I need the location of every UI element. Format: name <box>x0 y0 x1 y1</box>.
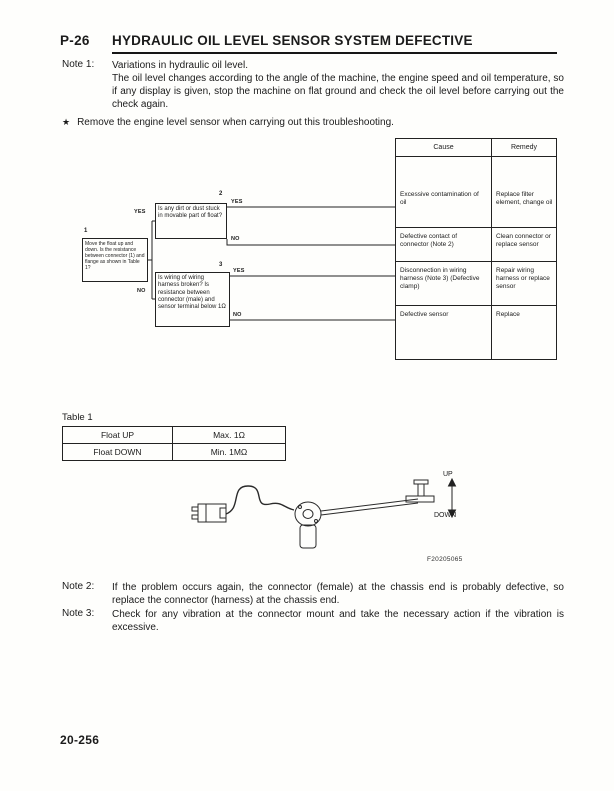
sensor-body-icon <box>295 502 321 548</box>
yes-label-box1: YES <box>134 209 146 215</box>
flow-box-3: Is wiring of wiring harness broken? Is resistance between connector (male) and sensor terminal below 1Ω <box>155 272 230 327</box>
flow-box-1: Move the float up and down. Is the resistance between connector (1) and flange as shown in Table 1? <box>82 238 148 282</box>
cause-column-header: Cause <box>396 139 491 157</box>
table1-value-float-up: Max. 1Ω <box>173 427 286 444</box>
remedy-cell-4: Replace <box>496 311 520 318</box>
no-label-box2: NO <box>231 236 240 242</box>
table1-caption: Table 1 <box>62 412 93 423</box>
row-divider <box>396 227 556 228</box>
column-divider <box>491 139 492 359</box>
row-divider <box>396 305 556 306</box>
star-icon: ★ <box>62 117 71 127</box>
remedy-column-header: Remedy <box>491 139 557 157</box>
remedy-cell-2: Clean connector or replace sensor <box>496 233 551 249</box>
note1-label: Note 1: <box>62 59 95 70</box>
note3-text: Check for any vibration at the connector mount and take the necessary action if the vibration is excessive. <box>112 609 564 633</box>
flow-box-2: Is any dirt or dust stuck in movable part of float? <box>155 203 227 239</box>
row-divider <box>396 261 556 262</box>
yes-label-box3: YES <box>233 268 245 274</box>
table1 <box>62 426 286 461</box>
no-label-box3: NO <box>233 312 242 318</box>
section-code: P-26 <box>60 33 90 48</box>
star-note-text: Remove the engine level sensor when carrying out this troubleshooting. <box>77 117 394 128</box>
note1-line1: Variations in hydraulic oil level. <box>112 60 248 71</box>
float-rod-icon <box>321 499 418 515</box>
table1-label-float-down: Float DOWN <box>63 444 173 461</box>
figure-number: F20205065 <box>427 556 463 563</box>
flow-box-2-number: 2 <box>219 191 223 197</box>
page-title: HYDRAULIC OIL LEVEL SENSOR SYSTEM DEFECTIVE <box>112 33 473 48</box>
note1-text <box>112 59 564 111</box>
flow-box-1-number: 1 <box>84 228 88 234</box>
table1-row <box>63 444 286 461</box>
down-label: DOWN <box>434 512 457 519</box>
note1-body: The oil level changes according to the angle of the machine, the engine speed and oil temperature, so if any display is given, stop the machine on flat ground and check the oil level before carrying out the check again. <box>112 73 564 110</box>
remedy-cell-3: Repair wiring harness or replace sensor <box>496 267 550 291</box>
note2-text: If the problem occurs again, the connector (female) at the chassis end is probably defective, so replace the connector (harness) at the chassis end. <box>112 582 564 606</box>
table1-value-float-down: Min. 1MΩ <box>173 444 286 461</box>
sensor-cable-icon <box>226 486 294 514</box>
connector-plug-icon <box>192 504 226 522</box>
no-label-box1: NO <box>137 288 146 294</box>
star-note <box>62 117 394 128</box>
table1-label-float-up: Float UP <box>63 427 173 444</box>
up-label: UP <box>443 471 453 478</box>
title-underline <box>112 52 557 54</box>
cause-cell-4: Defective sensor <box>400 311 449 318</box>
float-bracket-icon <box>406 480 434 502</box>
table1-row <box>63 427 286 444</box>
yes-label-box2: YES <box>231 199 243 205</box>
cause-remedy-table <box>395 138 557 360</box>
cause-cell-3: Disconnection in wiring harness (Note 3) (Defective clamp) <box>400 267 480 291</box>
remedy-cell-1: Replace filter element, change oil <box>496 191 553 207</box>
note2-label: Note 2: <box>62 581 95 592</box>
note3-label: Note 3: <box>62 608 95 619</box>
cause-cell-1: Excessive contamination of oil <box>400 191 479 207</box>
flow-box-3-number: 3 <box>219 262 223 268</box>
page-number: 20-256 <box>60 733 100 747</box>
cause-cell-2: Defective contact of connector (Note 2) <box>400 233 458 249</box>
